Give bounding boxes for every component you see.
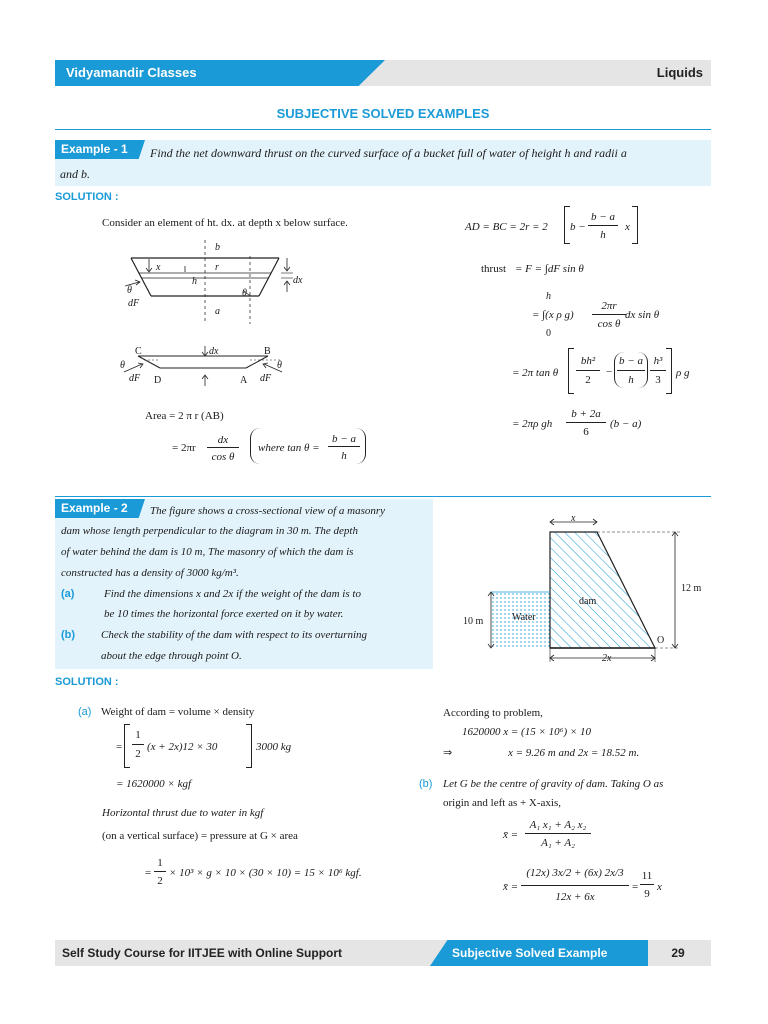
xbar2-rf-bar [640, 884, 654, 885]
sol-a-line1: Weight of dam = volume × density [101, 706, 255, 718]
res2-den: 6 [583, 426, 589, 438]
example2-part-b-label: (b) [61, 629, 76, 641]
fig2-label-B: B [264, 346, 271, 357]
xbar2-rf-den: 9 [644, 888, 650, 900]
sol-a-eq2: = 1620000 × kgf [116, 778, 192, 790]
fig1-label-theta2: θ [242, 288, 247, 299]
xbar-den: A₁ + A₂ [541, 837, 575, 849]
xbar2-num: (12x) 3x/2 + (6x) 2x/3 [526, 867, 624, 879]
dam-label-O: O [657, 635, 665, 646]
xbar2-bar [521, 885, 629, 886]
fig1-label-a: a [215, 306, 220, 317]
res1-minus: − [606, 366, 613, 378]
thrust-rhs: = F = ∫dF sin θ [515, 263, 584, 275]
ad-frac-bar [588, 225, 618, 226]
sol-a-eq3-bar [154, 871, 166, 872]
int-tail: dx sin θ [625, 309, 660, 321]
res2-tail: (b − a) [610, 418, 642, 430]
fig1-label-x: x [156, 262, 161, 273]
res1-f3-den: 3 [655, 374, 661, 386]
ad-x: x [625, 221, 630, 233]
area-frac-den: cos θ [211, 451, 235, 463]
res1-f2-den: h [628, 374, 634, 386]
sol-a-eq3-body: × 10³ × g × 10 × (30 × 10) = 15 × 10⁶ kgf. [169, 867, 362, 879]
example2-q-line3: of water behind the dam is 10 m, The masonry of which the dam is [61, 546, 354, 558]
example2-part-a-line2: be 10 times the horizontal force exerted on it by water. [104, 608, 344, 620]
area-frac-bar [207, 447, 239, 448]
res2-num: b + 2a [571, 408, 601, 420]
xbar-lhs: x̄ = [503, 829, 519, 841]
right-arrow: ⇒ [443, 747, 453, 759]
header-chapter: Liquids [656, 65, 703, 80]
fig2-label-theta-right: θ [277, 360, 282, 371]
res2-prefix: = 2πρ gh [512, 418, 553, 430]
xbar-num: A₁ x₁ + A₂ x₂ [529, 819, 587, 831]
example2-part-a-line1: Find the dimensions x and 2x if the weight of the dam is to [104, 588, 361, 600]
area-where-prefix: where tan θ = [258, 442, 320, 454]
example2-rule [55, 496, 711, 497]
sol-b-line2: origin and left as + X-axis, [443, 797, 562, 809]
area-where-bar [328, 446, 360, 447]
thrust-label: thrust [481, 263, 507, 275]
fig1-label-b: b [215, 242, 220, 253]
header-brand: Vidyamandir Classes [66, 65, 197, 80]
example2-part-b-line1: Check the stability of the dam with respect to its overturning [101, 629, 367, 641]
sol-a-eq1-frac-bar [132, 744, 144, 745]
fig2-label-C: C [135, 346, 142, 357]
right-line1: According to problem, [443, 707, 543, 719]
ad-lhs: AD = BC = 2r = 2 [465, 221, 548, 233]
int-lower: 0 [546, 328, 551, 339]
area-frac-num: dx [217, 434, 229, 446]
sol-b-label: (b) [419, 778, 433, 790]
sol-a-eq1-tail: 3000 kg [256, 741, 292, 753]
example1-question-line2: and b. [60, 167, 90, 181]
dam-diagram [455, 512, 705, 672]
sol-a-eq3-prefix: = [145, 867, 152, 879]
int-frac-num: 2πr [601, 300, 617, 312]
res1-tail: ρ g [676, 367, 690, 379]
int-upper: h [546, 291, 551, 302]
sol-a-eq1-frac-num: 1 [135, 729, 141, 741]
res1-f2-num: b − a [619, 355, 643, 367]
example2-label: Example - 2 [61, 501, 128, 515]
xbar2-var: x [657, 881, 662, 893]
fig2-label-theta-left: θ [120, 360, 125, 371]
dam-label-dam: dam [579, 596, 597, 607]
sol-a-eq1-frac-den: 2 [135, 748, 141, 760]
section-title-rule [55, 129, 711, 130]
res1-prefix: = 2π tan θ [512, 367, 559, 379]
res1-f1-num: bh² [580, 355, 596, 367]
footer-section: Subjective Solved Example [452, 946, 608, 960]
dam-label-depth: 10 m [463, 616, 484, 627]
example1-label: Example - 1 [61, 142, 128, 156]
xbar2-lhs: x̄ = [503, 881, 519, 893]
int-body: = ∫(x ρ g) [532, 309, 574, 321]
xbar2-den: 12x + 6x [555, 891, 595, 903]
fig1-label-dF: dF [128, 298, 140, 309]
sol-a-thrust1: Horizontal thrust due to water in kgf [102, 807, 264, 819]
footer-page-number: 29 [671, 946, 685, 960]
ad-b: b − [570, 221, 586, 233]
example2-solution-label: SOLUTION : [55, 676, 119, 688]
area-where-num: b − a [332, 433, 356, 445]
xbar2-rf-num: 11 [641, 870, 653, 882]
res1-f3-bar [650, 370, 666, 371]
example1-question-line1: Find the net downward thrust on the curved surface of a bucket full of water of height h and radii a [150, 146, 627, 160]
res1-f1-bar [576, 370, 600, 371]
fig2-label-D: D [154, 375, 162, 386]
ad-frac-den: h [600, 229, 606, 241]
fig2-label-dx: dx [209, 346, 219, 357]
footer-course: Self Study Course for IITJEE with Online Support [62, 946, 343, 960]
right-line3: x = 9.26 m and 2x = 18.52 m. [508, 747, 640, 759]
area-line2-lhs: = 2πr [172, 442, 196, 454]
fig2-label-dF-left: dF [129, 373, 141, 384]
res2-bar [566, 422, 606, 423]
dam-label-water: Water [512, 612, 536, 623]
res1-f1-den: 2 [585, 374, 591, 386]
int-frac-bar [592, 314, 626, 315]
int-frac-den: cos θ [597, 318, 621, 330]
dam-label-x: x [571, 513, 576, 524]
example2-part-b-line2: about the edge through point O. [101, 650, 242, 662]
fig1-label-h: h [192, 276, 197, 287]
example2-q-line4: constructed has a density of 3000 kg/m³. [61, 567, 239, 579]
dam-label-height: 12 m [681, 583, 702, 594]
xbar2-rhs: = [632, 881, 639, 893]
fig1-label-r: r [215, 262, 219, 273]
example2-q-line2: dam whose length perpendicular to the diagram in 30 m. The depth [61, 525, 358, 537]
right-line2: 1620000 x = (15 × 10⁶) × 10 [462, 726, 592, 738]
example2-q-line1: The figure shows a cross-sectional view of a masonry [150, 505, 386, 517]
example1-intro: Consider an element of ht. dx. at depth x below surface. [102, 217, 348, 229]
sol-a-eq1-prefix: = [116, 741, 123, 753]
section-title: SUBJECTIVE SOLVED EXAMPLES [276, 106, 490, 121]
fig1-label-dx: dx [293, 275, 303, 286]
sol-b-line1: Let G be the centre of gravity of dam. Taking O as [443, 778, 664, 790]
xbar-bar [525, 833, 591, 834]
sol-a-thrust2: (on a vertical surface) = pressure at G × area [102, 830, 298, 842]
sol-a-eq3-den: 2 [157, 875, 163, 887]
fig1-label-theta1: θ [127, 285, 132, 296]
area-where-den: h [341, 450, 347, 462]
dam-label-base: 2x [602, 653, 612, 664]
res1-f3-num: h³ [653, 355, 663, 367]
ad-frac-num: b − a [591, 211, 615, 223]
area-line1: Area = 2 π r (AB) [145, 410, 224, 422]
fig2-label-dF-right: dF [260, 373, 272, 384]
sol-a-eq3-num: 1 [157, 857, 163, 869]
fig2-label-A: A [240, 375, 248, 386]
example2-part-a-label: (a) [61, 588, 75, 600]
res1-f2-bar [617, 370, 645, 371]
sol-a-label: (a) [78, 706, 92, 718]
example1-solution-label: SOLUTION : [55, 191, 119, 203]
sol-a-eq1-body: (x + 2x)12 × 30 [147, 741, 218, 753]
